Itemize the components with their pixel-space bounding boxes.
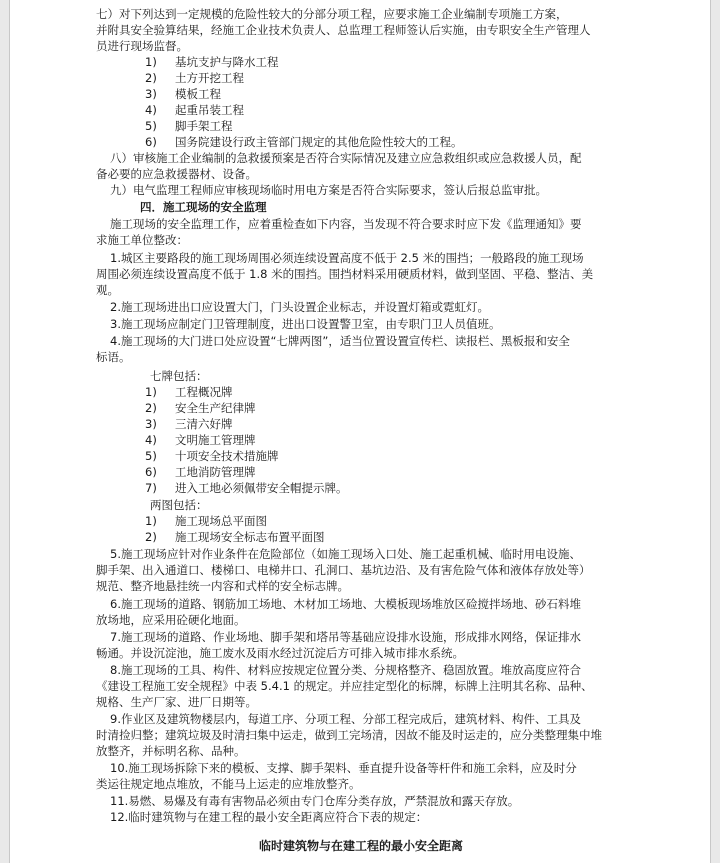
list-item: 2) 施工现场安全标志布置平面图: [145, 530, 325, 544]
list-item: 3) 三清六好牌: [145, 417, 233, 431]
section-heading: 四．施工现场的安全监理: [140, 200, 267, 214]
paragraph-line: 施工现场的安全监理工作，应着重检查如下内容，当发现不符合要求时应下发《监理通知》要: [110, 217, 582, 231]
paragraph-line: 《建设工程施工安全规程》中表 5.4.1 的规定。并应挂定型化的标牌，标牌上注明其名称、品种、: [96, 679, 593, 693]
paragraph-line: 规格、生产厂家、进厂日期等。: [96, 695, 257, 709]
paragraph-line: 类运往规定地点堆放，不能马上运走的应堆放整齐。: [96, 777, 361, 791]
paragraph-line: 6.施工现场的道路、钢筋加工场地、木材加工场地、大模板现场堆放区硷搅拌场地、砂石料堆: [110, 597, 581, 611]
paragraph-line: 放整齐，并标明名称、品种。: [96, 744, 246, 758]
list-item: 3) 模板工程: [145, 87, 221, 101]
paragraph-line: 8.施工现场的工具、构件、材料应按规定位置分类、分规格整齐、稳固放置。堆放高度应符合: [110, 663, 581, 677]
list-item: 1) 基坑支护与降水工程: [145, 55, 279, 69]
paragraph-line: 求施工单位整改：: [96, 233, 188, 247]
list-item: 5) 脚手架工程: [145, 119, 233, 133]
paragraph-line: 周围必须连续设置高度不低于 1.8 米的围挡。围挡材料采用硬质材料，做到坚固、平稳、整洁、美: [96, 267, 594, 281]
paragraph-line: 员进行现场监督。: [96, 39, 188, 53]
list-heading: 七牌包括：: [150, 369, 208, 383]
paragraph-line: 12.临时建筑物与在建工程的最小安全距离应符合下表的规定：: [110, 810, 428, 824]
list-item: 6) 国务院建设行政主管部门规定的其他危险性较大的工程。: [145, 135, 463, 149]
paragraph-line: 规范、整齐地悬挂统一内容和式样的安全标志牌。: [96, 579, 349, 593]
list-item: 6) 工地消防管理牌: [145, 465, 256, 479]
paragraph-line: 1.城区主要路段的施工现场周围必须连续设置高度不低于 2.5 米的围挡；一般路段的施工现场: [110, 251, 584, 265]
paragraph-line: 5.施工现场应针对作业条件在危险部位（如施工现场入口处、施工起重机械、临时用电设施、: [110, 547, 581, 561]
paragraph-line: 九）电气监理工程师应审核现场临时用电方案是否符合实际要求，签认后报总监审批。: [110, 183, 547, 197]
paragraph-line: 时清捡归整；建筑垃圾及时清扫集中运走，做到工完场清，因故不能及时运走的，应分类整理集中堆: [96, 728, 602, 742]
paragraph-line: 备必要的应急救援器材、设备。: [96, 167, 257, 181]
paragraph-line: 脚手架、出入通道口、楼梯口、电梯井口、孔洞口、基坑边沿、及有害危险气体和液体存放处等）: [96, 563, 591, 577]
list-heading: 两图包括：: [150, 498, 208, 512]
paragraph-line: 3.施工现场应制定门卫管理制度，进出口设置警卫室，由专职门卫人员值班。: [110, 317, 501, 331]
table-title: 临时建筑物与在建工程的最小安全距离: [258, 839, 463, 853]
paragraph-line: 并附具安全验算结果，经施工企业技术负责人、总监理工程师签认后实施，由专职安全生产管理人: [96, 23, 591, 37]
list-item: 2) 安全生产纪律牌: [145, 401, 256, 415]
paragraph-line: 观。: [96, 283, 119, 297]
list-item: 7) 进入工地必须佩带安全帽提示牌。: [145, 481, 348, 495]
paragraph-line: 畅通。并设沉淀池，施工废水及雨水经过沉淀后方可排入城市排水系统。: [96, 646, 464, 660]
paragraph-line: 八）审核施工企业编制的急救援预案是否符合实际情况及建立应急救组织或应急救援人员，配: [110, 151, 582, 165]
paragraph-line: 9.作业区及建筑物楼层内，每道工序、分项工程、分部工程完成后，建筑材料、构件、工具及: [110, 712, 581, 726]
paragraph-line: 7.施工现场的道路、作业场地、脚手架和塔吊等基础应设排水设施，形成排水网络，保证排水: [110, 630, 581, 644]
paragraph-line: 标语。: [96, 350, 131, 364]
list-item: 1) 工程概况牌: [145, 385, 233, 399]
list-item: 4) 起重吊装工程: [145, 103, 244, 117]
list-item: 5) 十项安全技术措施牌: [145, 449, 279, 463]
paragraph-line: 4.施工现场的大门进口处应设置“七牌两图”，适当位置设置宣传栏、读报栏、黑板报和安全: [110, 334, 570, 348]
paragraph-line: 七）对下列达到一定规模的危险性较大的分部分项工程，应要求施工企业编制专项施工方案，: [96, 7, 568, 21]
paragraph-line: 10.施工现场拆除下来的模板、支撑、脚手架料、垂直提升设备等杆件和施工余料，应及时分: [110, 761, 577, 775]
list-item: 1) 施工现场总平面图: [145, 514, 267, 528]
document-page: [9, 0, 711, 863]
list-item: 2) 土方开挖工程: [145, 71, 244, 85]
paragraph-line: 放场地，应采用砼硬化地面。: [96, 613, 246, 627]
list-item: 4) 文明施工管理牌: [145, 433, 256, 447]
paragraph-line: 2.施工现场进出口应设置大门，门头设置企业标志，并设置灯箱或霓虹灯。: [110, 300, 489, 314]
paragraph-line: 11.易燃、易爆及有毒有害物品必须由专门仓库分类存放，严禁混放和露天存放。: [110, 794, 520, 808]
